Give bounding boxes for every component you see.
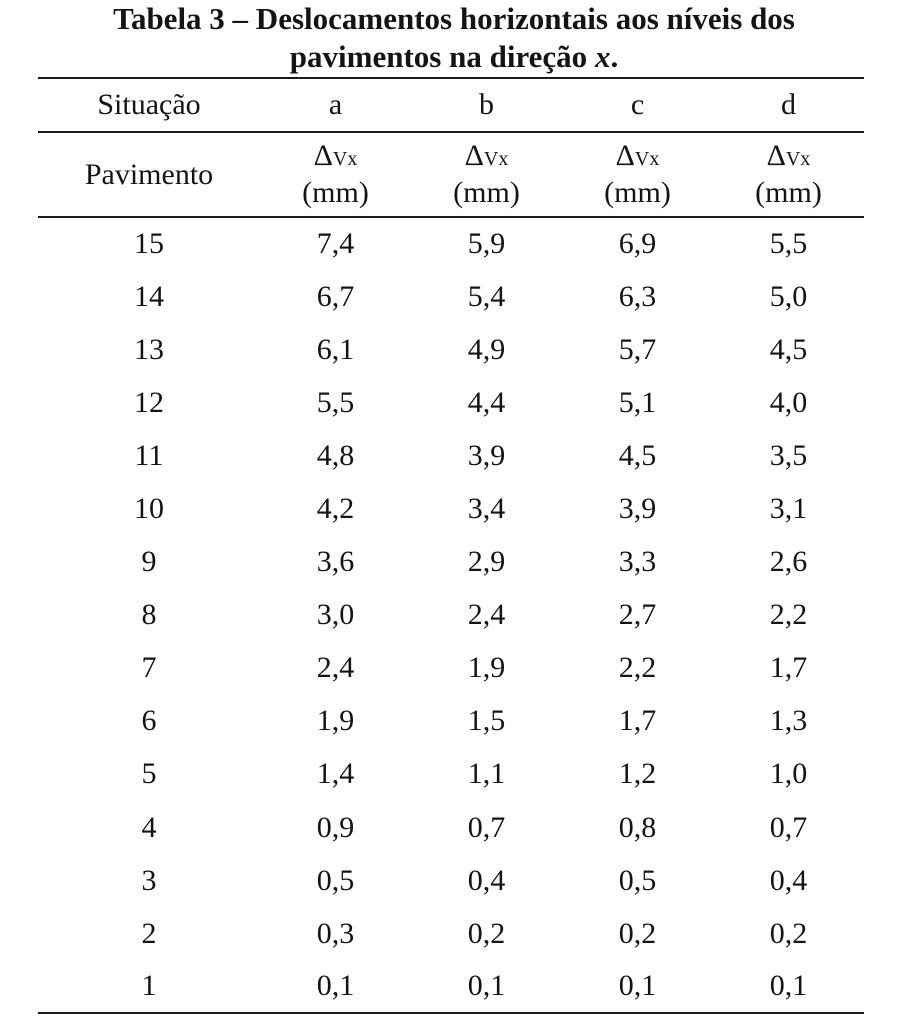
value-cell-b: 3,9: [467, 438, 506, 472]
value-cell-d: 1,7: [769, 651, 808, 685]
value-cell-b: 2,4: [467, 598, 506, 632]
value-cell-c: 0,8: [618, 810, 657, 844]
situacao-c: c: [562, 78, 713, 132]
pavimento-cell: 6: [141, 704, 157, 738]
pavimento-cell: 4: [141, 810, 157, 844]
value-cell-d: 0,4: [769, 863, 808, 897]
table-row: [38, 960, 864, 1013]
pavimento-cell: 10: [134, 492, 164, 526]
table-row: [38, 376, 864, 429]
caption-direction-variable: x: [594, 39, 611, 74]
value-cell-b: 0,4: [467, 863, 506, 897]
table-caption: [0, 0, 908, 76]
value-cell-a: 7,4: [316, 227, 355, 261]
caption-line-2-suffix: .: [610, 39, 619, 74]
table-row: [38, 907, 864, 960]
pavimento-cell: 1: [38, 960, 260, 1013]
value-cell-c: 0,1: [562, 960, 713, 1013]
value-cell-d: 5,5: [769, 227, 808, 261]
value-cell-b: 1,5: [467, 704, 506, 738]
delta-subscript: Vx: [785, 148, 811, 170]
value-cell-d: 0,7: [769, 810, 808, 844]
situacao-d: d: [713, 78, 864, 132]
table-row: [38, 482, 864, 535]
value-cell-b: 0,1: [411, 960, 562, 1013]
delta-symbol: Δ: [766, 139, 786, 172]
value-cell-b: 5,4: [467, 279, 506, 313]
value-cell-b: 3,4: [467, 492, 506, 526]
pavimento-header-row: [38, 132, 864, 217]
value-cell-c: 3,3: [618, 545, 657, 579]
value-cell-c: 5,1: [618, 385, 657, 419]
quantity-header-d: [713, 132, 864, 217]
value-cell-b: 4,9: [467, 332, 506, 366]
value-cell-a: 0,5: [316, 863, 355, 897]
unit-label: (mm): [302, 176, 369, 209]
value-cell-d: 0,1: [713, 960, 864, 1013]
delta-subscript: Vx: [483, 148, 509, 170]
value-cell-b: 2,9: [467, 545, 506, 579]
value-cell-b: 1,9: [467, 651, 506, 685]
value-cell-c: 2,2: [618, 651, 657, 685]
pavimento-cell: 15: [134, 227, 164, 261]
delta-symbol: Δ: [313, 139, 333, 172]
value-cell-b: 0,7: [467, 810, 506, 844]
value-cell-a: 6,7: [316, 279, 355, 313]
quantity-symbol: [411, 139, 562, 176]
table-row: [38, 642, 864, 695]
value-cell-d: 1,3: [769, 704, 808, 738]
table-body: [38, 217, 864, 1013]
value-cell-c: 6,3: [618, 279, 657, 313]
value-cell-a: 0,3: [316, 916, 355, 950]
caption-line-1: Tabela 3 – Deslocamentos horizontais aos níveis dos: [113, 1, 795, 36]
pavimento-cell: 5: [141, 757, 157, 791]
value-cell-d: 5,0: [769, 279, 808, 313]
value-cell-a: 3,6: [316, 545, 355, 579]
table-row: [38, 270, 864, 323]
unit-label: (mm): [604, 176, 671, 209]
caption-line-2: [0, 38, 908, 76]
value-cell-a: 4,2: [316, 492, 355, 526]
value-cell-d: 3,1: [769, 492, 808, 526]
situacao-a: a: [260, 78, 411, 132]
pavimento-cell: 9: [141, 545, 157, 579]
quantity-header-c: [562, 132, 713, 217]
value-cell-d: 4,5: [769, 332, 808, 366]
delta-subscript: Vx: [332, 148, 358, 170]
value-cell-c: 0,2: [618, 916, 657, 950]
pavimento-cell: 7: [141, 651, 157, 685]
table-row: [38, 854, 864, 907]
table-row: [38, 801, 864, 854]
pavimento-cell: 12: [134, 385, 164, 419]
pavimento-label: Pavimento: [38, 132, 260, 217]
pavimento-cell: 2: [141, 916, 157, 950]
value-cell-d: 2,6: [769, 545, 808, 579]
value-cell-c: 0,5: [618, 863, 657, 897]
delta-subscript: Vx: [634, 148, 660, 170]
value-cell-a: 0,9: [316, 810, 355, 844]
value-cell-c: 3,9: [618, 492, 657, 526]
pavimento-cell: 14: [134, 279, 164, 313]
value-cell-a: 2,4: [316, 651, 355, 685]
delta-symbol: Δ: [464, 139, 484, 172]
value-cell-a: 5,5: [316, 385, 355, 419]
value-cell-b: 5,9: [467, 227, 506, 261]
value-cell-c: 1,2: [618, 757, 657, 791]
value-cell-a: 1,4: [316, 757, 355, 791]
pavimento-cell: 11: [134, 438, 164, 472]
situacao-header-row: [38, 78, 864, 132]
value-cell-d: 1,0: [769, 757, 808, 791]
quantity-symbol: [260, 139, 411, 176]
table-row: [38, 323, 864, 376]
table-row: [38, 536, 864, 589]
value-cell-c: 5,7: [618, 332, 657, 366]
value-cell-a: 0,1: [260, 960, 411, 1013]
value-cell-c: 4,5: [618, 438, 657, 472]
caption-line-2-prefix: pavimentos na direção: [289, 39, 595, 74]
value-cell-c: 2,7: [618, 598, 657, 632]
value-cell-b: 1,1: [467, 757, 506, 791]
value-cell-a: 1,9: [316, 704, 355, 738]
pavimento-cell: 8: [141, 598, 157, 632]
quantity-symbol: [562, 139, 713, 176]
quantity-header-a: [260, 132, 411, 217]
value-cell-d: 4,0: [769, 385, 808, 419]
value-cell-a: 3,0: [316, 598, 355, 632]
value-cell-d: 3,5: [769, 438, 808, 472]
pavimento-cell: 3: [141, 863, 157, 897]
table-row: [38, 589, 864, 642]
unit-label: (mm): [453, 176, 520, 209]
value-cell-b: 4,4: [467, 385, 506, 419]
table-row: [38, 217, 864, 270]
table-row: [38, 748, 864, 801]
value-cell-b: 0,2: [467, 916, 506, 950]
value-cell-a: 6,1: [316, 332, 355, 366]
delta-symbol: Δ: [615, 139, 635, 172]
value-cell-c: 1,7: [618, 704, 657, 738]
situacao-label: Situação: [38, 78, 260, 132]
value-cell-d: 0,2: [769, 916, 808, 950]
quantity-header-b: [411, 132, 562, 217]
value-cell-a: 4,8: [316, 438, 355, 472]
pavimento-cell: 13: [134, 332, 164, 366]
displacement-table: [38, 77, 864, 1014]
table-row: [38, 429, 864, 482]
value-cell-d: 2,2: [769, 598, 808, 632]
table-row: [38, 695, 864, 748]
quantity-symbol: [713, 139, 864, 176]
value-cell-c: 6,9: [618, 227, 657, 261]
situacao-b: b: [411, 78, 562, 132]
unit-label: (mm): [755, 176, 822, 209]
